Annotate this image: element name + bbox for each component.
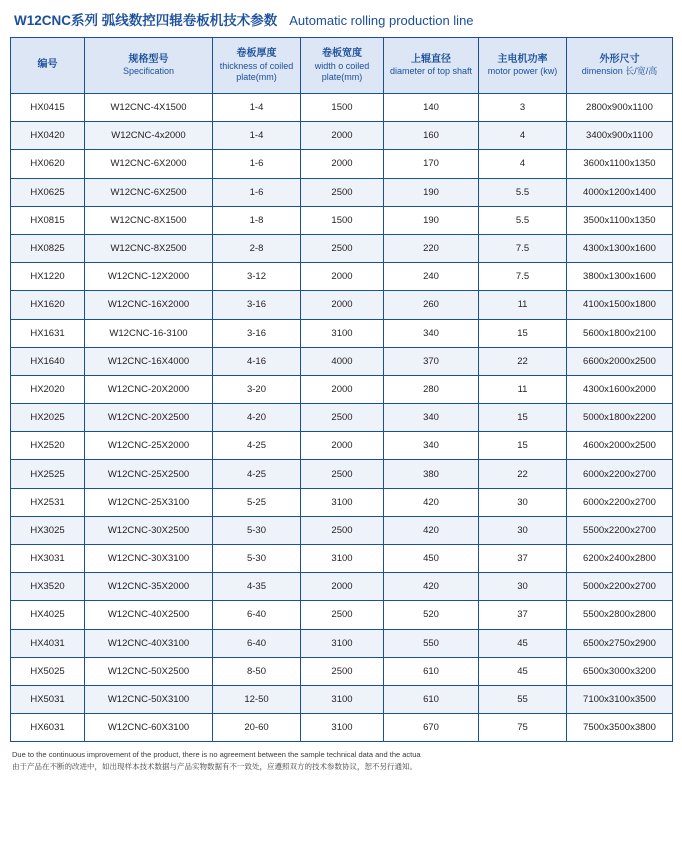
table-row bbox=[11, 714, 673, 742]
column-header-top-shaft-diameter-en: diameter of top shaft bbox=[389, 66, 473, 77]
table-cell: 5.5 bbox=[479, 206, 567, 234]
table-cell: 22 bbox=[479, 460, 567, 488]
table-cell: 610 bbox=[384, 685, 479, 713]
table-cell: 1500 bbox=[301, 94, 384, 122]
table-row bbox=[11, 263, 673, 291]
footnote bbox=[10, 749, 672, 772]
table-cell: 5500x2200x2700 bbox=[567, 516, 673, 544]
table-row bbox=[11, 178, 673, 206]
table-cell: 4-35 bbox=[213, 573, 301, 601]
table-cell: W12CNC-6X2000 bbox=[85, 150, 213, 178]
table-cell: 2000 bbox=[301, 263, 384, 291]
table-cell: 2000 bbox=[301, 375, 384, 403]
table-cell: 340 bbox=[384, 432, 479, 460]
table-cell: W12CNC-20X2000 bbox=[85, 375, 213, 403]
table-cell: 420 bbox=[384, 516, 479, 544]
table-cell: 6-40 bbox=[213, 629, 301, 657]
table-cell: 6600x2000x2500 bbox=[567, 347, 673, 375]
table-cell: 7.5 bbox=[479, 263, 567, 291]
table-cell: 3100 bbox=[301, 714, 384, 742]
table-cell: 75 bbox=[479, 714, 567, 742]
column-header-top-shaft-diameter-cn: 上辊直径 bbox=[411, 53, 451, 65]
table-cell: 2500 bbox=[301, 516, 384, 544]
table-cell: 5000x1800x2200 bbox=[567, 404, 673, 432]
column-header-width bbox=[301, 38, 384, 94]
table-cell: 7.5 bbox=[479, 234, 567, 262]
table-cell: HX4031 bbox=[11, 629, 85, 657]
table-cell: 1500 bbox=[301, 206, 384, 234]
table-row bbox=[11, 516, 673, 544]
column-header-specification-en: Specification bbox=[122, 66, 175, 77]
table-cell: 2500 bbox=[301, 460, 384, 488]
table-cell: 2500 bbox=[301, 601, 384, 629]
table-cell: 280 bbox=[384, 375, 479, 403]
column-header-thickness-en: thickness of coiled plate(mm) bbox=[219, 60, 294, 82]
page-title bbox=[10, 0, 672, 37]
column-header-thickness-cn: 卷板厚度 bbox=[236, 48, 277, 59]
column-header-specification bbox=[85, 38, 213, 94]
table-cell: HX2531 bbox=[11, 488, 85, 516]
table-cell: 55 bbox=[479, 685, 567, 713]
table-cell: 6500x3000x3200 bbox=[567, 657, 673, 685]
table-cell: 6-40 bbox=[213, 601, 301, 629]
table-cell: 670 bbox=[384, 714, 479, 742]
page-title-cn: W12CNC系列 弧线数控四辊卷板机技术参数 bbox=[14, 13, 278, 28]
table-cell: 45 bbox=[479, 629, 567, 657]
table-cell: 4-20 bbox=[213, 404, 301, 432]
table-row bbox=[11, 460, 673, 488]
table-row bbox=[11, 291, 673, 319]
table-cell: W12CNC-8X2500 bbox=[85, 234, 213, 262]
table-cell: W12CNC-25X3100 bbox=[85, 488, 213, 516]
column-header-motor-power-en: motor power (kw) bbox=[487, 66, 558, 77]
table-cell: 5.5 bbox=[479, 178, 567, 206]
table-cell: HX0815 bbox=[11, 206, 85, 234]
table-cell: 4 bbox=[479, 122, 567, 150]
table-cell: 11 bbox=[479, 291, 567, 319]
table-row bbox=[11, 657, 673, 685]
table-cell: 2000 bbox=[301, 122, 384, 150]
table-cell: 2000 bbox=[301, 573, 384, 601]
table-cell: 30 bbox=[479, 488, 567, 516]
table-cell: 4000 bbox=[301, 347, 384, 375]
table-header bbox=[11, 38, 673, 94]
table-cell: 2500 bbox=[301, 404, 384, 432]
table-cell: 15 bbox=[479, 432, 567, 460]
table-cell: 22 bbox=[479, 347, 567, 375]
column-header-thickness bbox=[213, 38, 301, 94]
table-cell: HX0420 bbox=[11, 122, 85, 150]
table-cell: 1-6 bbox=[213, 150, 301, 178]
table-cell: W12CNC-50X3100 bbox=[85, 685, 213, 713]
table-cell: W12CNC-4X1500 bbox=[85, 94, 213, 122]
table-cell: HX5025 bbox=[11, 657, 85, 685]
table-cell: 20-60 bbox=[213, 714, 301, 742]
table-cell: 15 bbox=[479, 404, 567, 432]
table-cell: W12CNC-4x2000 bbox=[85, 122, 213, 150]
table-cell: 2000 bbox=[301, 291, 384, 319]
table-cell: 220 bbox=[384, 234, 479, 262]
table-cell: HX2525 bbox=[11, 460, 85, 488]
column-header-width-cn: 卷板宽度 bbox=[322, 48, 362, 59]
table-cell: 3-16 bbox=[213, 319, 301, 347]
footnote-line-cn: 由于产品在不断的改进中，如出现样本技术数据与产品实物数据有不一致处，应遵照双方的技术参数协议，恕不另行通知。 bbox=[12, 761, 417, 771]
table-cell: HX3025 bbox=[11, 516, 85, 544]
table-cell: W12CNC-16X4000 bbox=[85, 347, 213, 375]
table-cell: 4300x1600x2000 bbox=[567, 375, 673, 403]
table-cell: 2000 bbox=[301, 150, 384, 178]
table-cell: 610 bbox=[384, 657, 479, 685]
table-cell: 30 bbox=[479, 573, 567, 601]
table-cell: 2-8 bbox=[213, 234, 301, 262]
table-cell: HX0415 bbox=[11, 94, 85, 122]
table-cell: 3-20 bbox=[213, 375, 301, 403]
table-cell: 6500x2750x2900 bbox=[567, 629, 673, 657]
table-cell: 45 bbox=[479, 657, 567, 685]
table-cell: 3100 bbox=[301, 488, 384, 516]
column-header-code bbox=[11, 38, 85, 94]
column-header-width-en: width o coiled plate(mm) bbox=[314, 60, 370, 82]
table-cell: W12CNC-6X2500 bbox=[85, 178, 213, 206]
table-cell: 37 bbox=[479, 545, 567, 573]
table-row bbox=[11, 629, 673, 657]
table-cell: 3500x1100x1350 bbox=[567, 206, 673, 234]
table-cell: HX0825 bbox=[11, 234, 85, 262]
table-cell: 7500x3500x3800 bbox=[567, 714, 673, 742]
table-cell: W12CNC-25X2000 bbox=[85, 432, 213, 460]
column-header-top-shaft-diameter bbox=[384, 38, 479, 94]
table-row bbox=[11, 601, 673, 629]
table-cell: HX1220 bbox=[11, 263, 85, 291]
table-cell: 190 bbox=[384, 206, 479, 234]
table-cell: 4000x1200x1400 bbox=[567, 178, 673, 206]
table-cell: 5500x2800x2800 bbox=[567, 601, 673, 629]
table-cell: 3800x1300x1600 bbox=[567, 263, 673, 291]
table-cell: W12CNC-30X3100 bbox=[85, 545, 213, 573]
table-cell: 5-30 bbox=[213, 516, 301, 544]
table-cell: 30 bbox=[479, 516, 567, 544]
specification-table bbox=[10, 37, 673, 742]
column-header-code-cn: 编号 bbox=[37, 59, 58, 71]
table-cell: HX1620 bbox=[11, 291, 85, 319]
table-body bbox=[11, 94, 673, 742]
table-cell: 420 bbox=[384, 573, 479, 601]
table-cell: 450 bbox=[384, 545, 479, 573]
table-cell: 140 bbox=[384, 94, 479, 122]
table-row bbox=[11, 206, 673, 234]
table-cell: 5-25 bbox=[213, 488, 301, 516]
table-cell: HX4025 bbox=[11, 601, 85, 629]
column-header-specification-cn: 规格型号 bbox=[128, 53, 169, 65]
table-cell: HX2025 bbox=[11, 404, 85, 432]
table-row bbox=[11, 573, 673, 601]
table-cell: W12CNC-35X2000 bbox=[85, 573, 213, 601]
table-cell: 3100 bbox=[301, 685, 384, 713]
column-header-motor-power-cn: 主电机功率 bbox=[497, 53, 548, 65]
table-cell: 370 bbox=[384, 347, 479, 375]
table-cell: 6200x2400x2800 bbox=[567, 545, 673, 573]
table-cell: 2500 bbox=[301, 178, 384, 206]
table-row bbox=[11, 375, 673, 403]
table-cell: HX5031 bbox=[11, 685, 85, 713]
table-cell: 240 bbox=[384, 263, 479, 291]
table-cell: HX3031 bbox=[11, 545, 85, 573]
table-cell: 260 bbox=[384, 291, 479, 319]
footnote-line-en: Due to the continuous improvement of the product, there is no agreement between the sample technical data and the actua bbox=[12, 750, 421, 760]
table-cell: 4-25 bbox=[213, 460, 301, 488]
table-cell: HX1631 bbox=[11, 319, 85, 347]
table-row bbox=[11, 94, 673, 122]
table-cell: 1-8 bbox=[213, 206, 301, 234]
table-cell: HX2020 bbox=[11, 375, 85, 403]
table-row bbox=[11, 319, 673, 347]
table-cell: 11 bbox=[479, 375, 567, 403]
table-cell: 3100 bbox=[301, 319, 384, 347]
table-cell: 170 bbox=[384, 150, 479, 178]
table-cell: 2800x900x1100 bbox=[567, 94, 673, 122]
table-cell: W12CNC-12X2000 bbox=[85, 263, 213, 291]
table-cell: 8-50 bbox=[213, 657, 301, 685]
table-cell: 3100 bbox=[301, 629, 384, 657]
table-row bbox=[11, 404, 673, 432]
table-cell: 3400x900x1100 bbox=[567, 122, 673, 150]
table-cell: 7100x3100x3500 bbox=[567, 685, 673, 713]
table-cell: 3600x1100x1350 bbox=[567, 150, 673, 178]
table-cell: W12CNC-16-3100 bbox=[85, 319, 213, 347]
table-cell: HX0625 bbox=[11, 178, 85, 206]
table-cell: 5600x1800x2100 bbox=[567, 319, 673, 347]
table-row bbox=[11, 234, 673, 262]
table-cell: 6000x2200x2700 bbox=[567, 460, 673, 488]
table-cell: 4600x2000x2500 bbox=[567, 432, 673, 460]
table-cell: 4-25 bbox=[213, 432, 301, 460]
column-header-dimension-en: dimension 长/宽/高 bbox=[581, 66, 658, 77]
table-cell: 4 bbox=[479, 150, 567, 178]
page-title-en: Automatic rolling production line bbox=[289, 13, 474, 28]
table-cell: 1-4 bbox=[213, 94, 301, 122]
table-cell: 340 bbox=[384, 404, 479, 432]
table-row bbox=[11, 685, 673, 713]
table-cell: HX1640 bbox=[11, 347, 85, 375]
table-row bbox=[11, 347, 673, 375]
table-cell: HX6031 bbox=[11, 714, 85, 742]
table-cell: 2500 bbox=[301, 234, 384, 262]
table-cell: HX2520 bbox=[11, 432, 85, 460]
table-cell: 12-50 bbox=[213, 685, 301, 713]
table-row bbox=[11, 488, 673, 516]
table-row bbox=[11, 432, 673, 460]
table-cell: 3 bbox=[479, 94, 567, 122]
table-cell: 3-16 bbox=[213, 291, 301, 319]
table-row bbox=[11, 122, 673, 150]
column-header-dimension-cn: 外形尺寸 bbox=[599, 53, 640, 65]
table-cell: 3-12 bbox=[213, 263, 301, 291]
table-row bbox=[11, 545, 673, 573]
table-cell: HX0620 bbox=[11, 150, 85, 178]
table-cell: 190 bbox=[384, 178, 479, 206]
table-cell: 6000x2200x2700 bbox=[567, 488, 673, 516]
table-cell: 420 bbox=[384, 488, 479, 516]
table-cell: 2000 bbox=[301, 432, 384, 460]
table-header-row bbox=[11, 38, 673, 94]
table-cell: 5-30 bbox=[213, 545, 301, 573]
table-cell: 37 bbox=[479, 601, 567, 629]
table-cell: 380 bbox=[384, 460, 479, 488]
table-cell: W12CNC-40X2500 bbox=[85, 601, 213, 629]
table-cell: HX3520 bbox=[11, 573, 85, 601]
column-header-dimension bbox=[567, 38, 673, 94]
table-cell: 4-16 bbox=[213, 347, 301, 375]
table-cell: 4100x1500x1800 bbox=[567, 291, 673, 319]
table-cell: W12CNC-16X2000 bbox=[85, 291, 213, 319]
table-cell: W12CNC-40X3100 bbox=[85, 629, 213, 657]
table-cell: 520 bbox=[384, 601, 479, 629]
table-cell: 15 bbox=[479, 319, 567, 347]
table-cell: W12CNC-30X2500 bbox=[85, 516, 213, 544]
table-cell: W12CNC-60X3100 bbox=[85, 714, 213, 742]
table-row bbox=[11, 150, 673, 178]
table-cell: 160 bbox=[384, 122, 479, 150]
table-cell: W12CNC-8X1500 bbox=[85, 206, 213, 234]
table-cell: 2500 bbox=[301, 657, 384, 685]
table-cell: 3100 bbox=[301, 545, 384, 573]
table-cell: 1-6 bbox=[213, 178, 301, 206]
table-cell: 550 bbox=[384, 629, 479, 657]
table-cell: W12CNC-50X2500 bbox=[85, 657, 213, 685]
table-cell: 5000x2200x2700 bbox=[567, 573, 673, 601]
table-cell: W12CNC-25X2500 bbox=[85, 460, 213, 488]
table-cell: 4300x1300x1600 bbox=[567, 234, 673, 262]
table-cell: 1-4 bbox=[213, 122, 301, 150]
table-cell: 340 bbox=[384, 319, 479, 347]
column-header-motor-power bbox=[479, 38, 567, 94]
table-cell: W12CNC-20X2500 bbox=[85, 404, 213, 432]
